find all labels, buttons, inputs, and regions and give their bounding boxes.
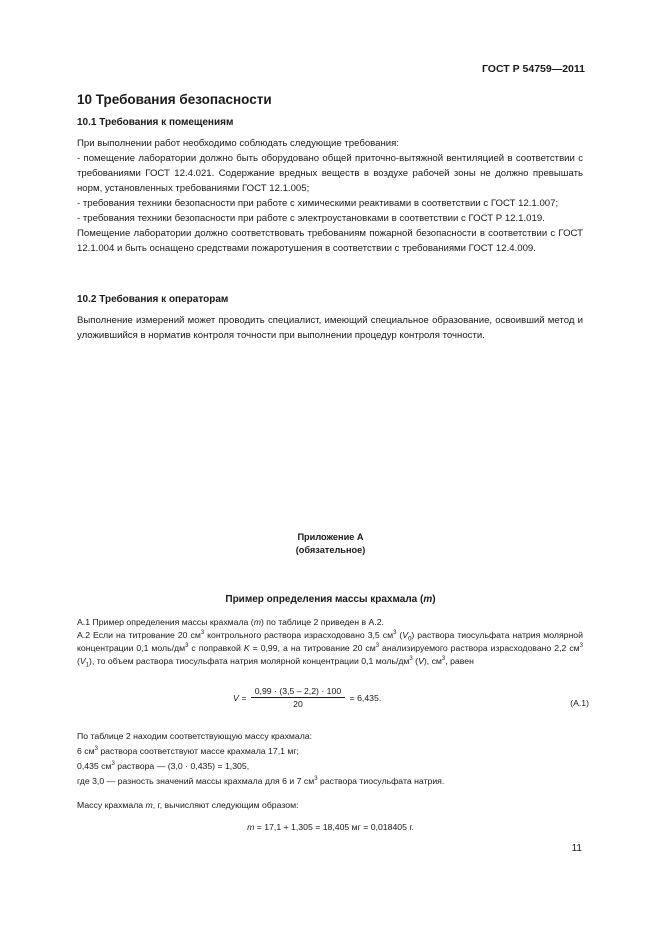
section-10-1-body bbox=[77, 136, 583, 256]
section-10-1-title: 10.1 Требования к помещениям bbox=[77, 117, 234, 128]
appendix-title: Приложение А bbox=[297, 532, 364, 542]
calc-line-2: 0,435 $см^3$ раствора — (3,0 · 0,435) = 1,305, bbox=[77, 761, 250, 771]
formula-denominator: 20 bbox=[293, 699, 303, 709]
formula-mass: m = 17,1 + 1,305 = 18,405 мг = 0,018405 г. bbox=[247, 822, 414, 832]
clause-a1: А.1 Пример определения массы крахмала (m) по таблице 2 приведен в А.2. bbox=[77, 617, 384, 627]
appendix-status: (обязательное) bbox=[295, 545, 366, 555]
formula-numerator: 0,99 · (3,5 – 2,2) · 100 bbox=[251, 686, 345, 698]
section-10-title: 10 Требования безопасности bbox=[77, 92, 272, 107]
formula-lhs: V = bbox=[233, 692, 247, 703]
document-code-header: ГОСТ Р 54759—2011 bbox=[481, 63, 585, 75]
paragraph: Выполнение измерений может проводить специалист, имеющий специальное образование, освоивший метод и уложившийся в норматив контроля точности при выполнении процедур контроля точности. bbox=[77, 315, 583, 341]
formula-fraction bbox=[251, 686, 345, 709]
paragraph: - требования техники безопасности при работе с химическими реактивами в соответствии с ГОСТ 12.1.007; bbox=[77, 198, 559, 209]
calc-line-1: 6 $см^3$ раствора соответствуют массе крахмала 17,1 мг; bbox=[77, 746, 299, 756]
formula-label: (А.1) bbox=[570, 698, 589, 708]
paragraph: - помещение лаборатории должно быть оборудовано общей приточно-вытяжной вентиляцией в соответствии с требованиями ГОСТ 12.4.021. Содержание вредных веществ в воздухе рабочей зоны не должно превышать норм, установленных требованиями ГОСТ 12.1.005; bbox=[77, 153, 583, 194]
appendix-body bbox=[77, 616, 583, 668]
appendix-heading bbox=[0, 594, 661, 605]
heading-end: ) bbox=[432, 594, 436, 605]
paragraph: При выполнении работ необходимо соблюдать следующие требования: bbox=[77, 138, 400, 149]
paragraph: - требования техники безопасности при работе с электроустановками в соответствии с ГОСТ Р 12.1.019. bbox=[77, 213, 545, 224]
section-10-2-title: 10.2 Требования к операторам bbox=[77, 294, 229, 305]
page-number: 11 bbox=[571, 843, 582, 854]
mass-calculation-intro: Массу крахмала m, г, вычисляют следующим образом: bbox=[77, 800, 299, 810]
table-lookup-text: По таблице 2 находим соответствующую массу крахмала: bbox=[77, 731, 313, 741]
section-10-2-body bbox=[77, 313, 583, 343]
heading-text: Пример определения массы крахмала ( bbox=[225, 594, 424, 605]
formula-rhs: = 6,435. bbox=[349, 692, 382, 703]
clause-a2: А.2 Если на титрование 20 $см^3$ контрольного раствора израсходовано 3,5 $см^3$ $(V_0)$ раствора тиосульфата натрия молярной концентрации 0,1 моль/$дм^3$ с поправкой K = 0,99, а на титрование 20 $см^3$ анализируемого раствора израсходовано 2,2 $см^3$ $(V_1)$, то объем раствора тиосульфата натрия молярной концентрации 0,1 моль/$дм^3$ (V), $см^3$, равен bbox=[77, 630, 583, 669]
heading-variable: m bbox=[423, 594, 433, 605]
calc-line-3: где 3,0 — разность значений массы крахмала для 6 и 7 $см^3$ раствора тиосульфата натрия. bbox=[77, 776, 445, 786]
paragraph: Помещение лаборатории должно соответствовать требованиям пожарной безопасности в соответствии с ГОСТ 12.1.004 и быть оснащено средствами пожаротушения в соответствии с требованиями ГОСТ 12.4.009. bbox=[77, 228, 583, 254]
